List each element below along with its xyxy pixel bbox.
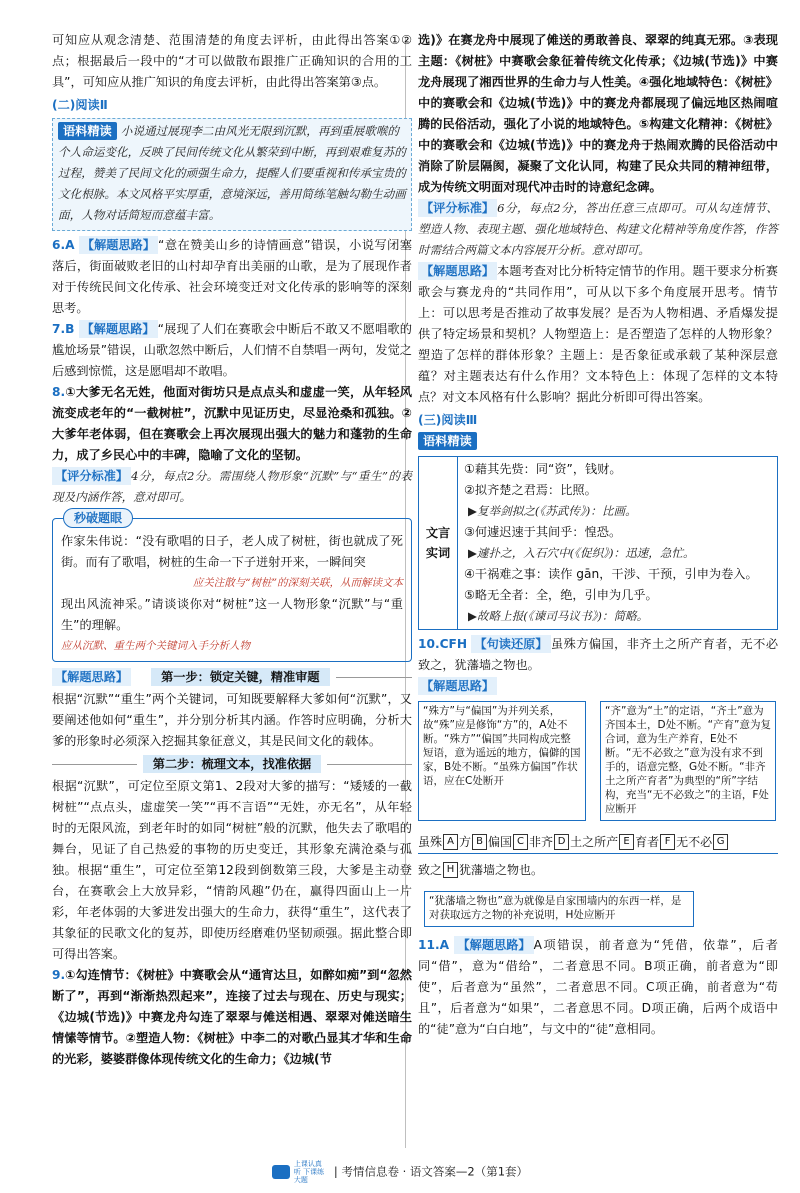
q9: 9.①勾连情节：《树桩》中赛歌会从“通宵达旦，如醉如痴”到“忽然断了”，再到“渐渐热烈起来”，连接了过去与现在、历史与现实；《边城(节选)》中赛龙舟勾连了翠翠与傩送相遇、翠翠对傩送暗生情愫等情节。②塑造人物：《树桩》中李二的对歌凸显其才华和生命的光彩，婆婆群像体现传统文化的生命力；《边城(节 <box>52 968 412 1066</box>
quick-break-label: 秒破题眼 <box>63 508 133 528</box>
brand-logo-icon <box>272 1165 290 1179</box>
wy-item: ▶遽扑之，入石穴中(《促织》)：迅速，急忙。 <box>468 546 695 560</box>
break-marker: C <box>513 834 528 850</box>
break-marker: H <box>443 862 458 878</box>
q10-box1: “殊方”与“偏国”为并列关系，故“殊”应是修饰“方”的，A处不断。“殊方”“偏国”共同构成完整短语，意为遥远的地方，偏僻的国家，B处不断。“虽殊方偏国”作状语，应在C处断开 <box>418 701 586 821</box>
footer-text: 考情信息卷 · 语文答案—2（第1套） <box>341 1164 529 1179</box>
quick-break-box <box>52 511 412 662</box>
solution-tag: 【解题思路】 <box>52 668 131 686</box>
wy-item: ▶故略上报(《谏司马议书》)：简略。 <box>468 609 649 623</box>
wy-item: ⑤略无全者：全，绝，引申为几乎。 <box>464 588 658 602</box>
jingdu-text: 小说通过展现李二由风光无限到沉默，再到重展歌喉的个人命运变化，反映了民间传统文化从繁荣到中断，再到艰难复苏的过程，赞美了民间文化的顽强生命力，提醒人们要重视和传承宝贵的文化根脉。本文风格平实厚重，意境深远，善用简练笔触勾勒生动画面，人物对话简短而意蕴丰富。 <box>58 124 406 222</box>
q10-solution-tag-row: 【解题思路】 <box>418 676 778 697</box>
page-footer: 上课认真听 下课练大题| 考情信息卷 · 语文答案—2（第1套） <box>0 1160 800 1184</box>
break-marker: G <box>713 834 728 850</box>
jingdu3-row <box>418 431 778 452</box>
segment-text: 致之 <box>418 863 443 877</box>
step2-text: 根据“沉默”，可定位至原文第1、2段对大爹的描写：“矮矮的一截树桩”“点点头，虚虚笑一笑”“再不言语”“无姓，亦无名”，从年轻时的无限风流，到老年时的如同“树桩”般的沉默，他失去了歌唱的舞台，见证了自己热爱的事物的历史变迁，其形象充满沧桑与孤独。根据“重生”，可定位至第12段到倒数第三段，大爹是主动登台，在赛歌会上大放异彩，“情韵风趣”仍在，赢得四面山上一片彩，年老体弱的大爹进发出强大的生命力，获得“重生”，这代表了其象征的民歌文化的复苏，即使历经磨难仍坚韧顽强。据此整合即可得出答案。 <box>52 779 412 961</box>
right-column <box>418 30 778 1040</box>
break-marker: B <box>472 834 487 850</box>
quick-text-2: 现出风流神采。”请谈谈你对“树桩”这一人物形象“沉默”与“重生”的理解。 <box>61 597 403 632</box>
segment-text: 无不必 <box>676 835 713 849</box>
wy-item: ①藉其先赀：同“资”，钱财。 <box>464 462 622 476</box>
q8: 8.①大爹无名无姓，他面对街坊只是点点头和虚虚一笑，从年轻风流变成老年的“一截树桩”，沉默中见证历史，尽显沧桑和孤独。②大爹年老体弱，但在赛歌会上再次展现出强大的魅力和蓬勃的生命力，成了乡民心中的丰碑，隐喻了文化的坚韧。 <box>52 385 412 462</box>
q9-standard: 【评分标准】 6分，每点2分，答出任意三点即可。可从勾连情节、塑造人物、表现主题、强化地域特色、构建文化精神等角度作答，作答时需结合两篇文本内容展开分析。意对即可。 <box>418 201 778 257</box>
wy-item: ③何遽迟速于其间乎：惶恐。 <box>464 525 622 539</box>
jingdu-badge: 语料精读 <box>58 122 117 140</box>
break-marker: A <box>443 834 458 850</box>
left-column <box>52 30 412 1070</box>
segment-text: 方 <box>459 835 472 849</box>
quick-text-1: 作家朱伟说：“没有歌唱的日子，老人成了树桩，街也就成了死街。而有了歌唱，树桩的生命一下子迸射开来，一瞬间突 <box>61 534 403 569</box>
q7: 7.B 【解题思路】 “展现了人们在赛歌会中断后不敢又不愿唱歌的尴尬场景”错误，山歌忽然中断后，人们情不自禁唱一两句，发觉之后感到惊慌，这是愿唱却不敢唱。 <box>52 322 412 378</box>
wenyan-label: 文言实词 <box>419 457 458 629</box>
q10-seg-row1 <box>418 831 778 854</box>
break-marker: D <box>554 834 569 850</box>
break-marker: F <box>660 834 675 850</box>
q11: 11.A 【解题思路】 A项错误，前者意为“凭借，依靠”，后者同“借”，意为“借给”，二者意思不同。B项正确，前者意为“即使”，后者意为“虽然”，二者意思不同。C项正确，前者意为“苟且”，后者意为“如果”，二者意思不同。D项正确，后两个成语中的“徒”意为“白白地”，与文中的“徒”意相同。 <box>418 938 778 1036</box>
segment-text: 犹藩墙之物也。 <box>459 863 544 877</box>
wy-item: ④干祸难之事：读作 gān，干涉、干预，引申为卷入。 <box>464 567 758 581</box>
step2-row <box>52 755 412 773</box>
step1-text: 根据“沉默”“重生”两个关键词，可知既要解释大爹如何“沉默”，又要阐述他如何“重生”，并分别分析其内涵。作答时应明确，分析大爹的形象时必须深入挖掘其象征意义，其是民间文化的载体。 <box>52 692 412 748</box>
wy-item: ②拟齐楚之君焉：比照。 <box>464 483 597 497</box>
quick-note-2: 应从沉默、重生两个关键词入手分析人物 <box>61 640 250 652</box>
jingdu-box <box>52 118 412 231</box>
wy-item: ▶复举剑拟之(《苏武传》)：比画。 <box>468 504 637 518</box>
step2-label: 第二步：梳理文本，找准依据 <box>143 755 321 773</box>
q10: 10.CFH 【句读还原】 虽殊方偏国，非齐土之所产育者，无不必致之，犹藩墙之物也。 <box>418 637 779 672</box>
section-2-heading: (二)阅读Ⅱ <box>52 98 108 112</box>
q8-standard: 【评分标准】 4分，每点2分。需围绕人物形象“沉默”与“重生”的表现及内涵作答，意对即可。 <box>52 469 412 504</box>
segment-text: 土之所产 <box>570 835 619 849</box>
q10-seg-row2 <box>418 859 778 881</box>
segment-text: 偏国 <box>488 835 513 849</box>
break-marker: E <box>619 834 634 850</box>
quick-note-1: 应关注散与“树桩”的深刻关联，从而解读文本 <box>192 577 403 589</box>
intro-paragraph: 可知应从观念清楚、范围清楚的角度去评析，由此得出答案①②点；根据最后一段中的“才可以做散布跟推广正确知识的合用的工具”，可知应从推广知识的角度去评析，由此得出答案第③点。 <box>52 33 412 89</box>
q10-box3: “犹藩墙之物也”意为就像是自家围墙内的东西一样，是对获取远方之物的补充说明，H处应断开 <box>424 891 694 927</box>
q9-solution: 【解题思路】 本题考查对比分析特定情节的作用。题干要求分析赛歌会与赛龙舟的“共同作用”，可从以下多个角度展开思考。情节上：可以思考是否推动了故事发展？是否为人物相遇、矛盾爆发提供了特定场景和契机？人物塑造上：是否塑造了怎样的人物形象？塑造了怎样的群体形象？主题上：是否象征或承载了某种深层意蕴？对主题表达有什么作用？文本特色上：体现了怎样的文本特点？对文本风格有什么影响？据此分析即可得出答案。 <box>418 264 778 404</box>
segment-text: 非齐 <box>529 835 554 849</box>
segment-text: 虽殊 <box>418 835 443 849</box>
step1-label: 第一步：锁定关键，精准审题 <box>151 668 329 686</box>
q10-box2: “齐”意为“土”的定语，“齐土”意为齐国本土，D处不断。“产育”意为复合词，意为生产养育，E处不断。“无不必致之”意为没有求不到手的，语意完整，G处不断。“非齐土之所产育者”为典型的“所”字结构，充当“无不必致之”的主语，F处应断开 <box>600 701 776 821</box>
q6: 6.A 【解题思路】 “意在赞美山乡的诗情画意”错误，小说写闭塞落后，街面破败老旧的山村却孕育出美丽的山歌，是为了展现作者对于传统民间文化传承、社会环境变迁对文化传承的影响等的深刻思考。 <box>52 238 412 315</box>
solution-step1-row <box>52 668 412 686</box>
jingdu3-badge: 语料精读 <box>418 432 477 450</box>
segment-text: 育者 <box>635 835 660 849</box>
q9-continued: 选)》在赛龙舟中展现了傩送的勇敢善良、翠翠的纯真无邪。③表现主题：《树桩》中赛歌会象征着传统文化传承；《边城(节选)》中赛龙舟展现了湘西世界的生命力与人性美。④强化地域特色：《树桩》中的赛歌会和《边城(节选)》中的赛龙舟都展现了偏远地区热闹喧腾的民俗活动，强化了小说的地域特色。⑤构建文化精神：《树桩》中的赛歌会和《边城(节选)》中的赛龙舟于热闹欢腾的民俗活动中消除了阶层隔阂，凝聚了文化认同，构建了民众共同的精神纽带，成为传统文明面对现代冲击时的诗意纪念碑。 <box>418 33 778 194</box>
brand-logo-text: 上课认真听 下课练大题 <box>293 1160 325 1184</box>
section-3-heading: (三)阅读Ⅲ <box>418 413 478 427</box>
q10-diagram <box>418 701 778 931</box>
wenyan-items <box>458 457 777 629</box>
wenyan-box <box>418 456 778 630</box>
